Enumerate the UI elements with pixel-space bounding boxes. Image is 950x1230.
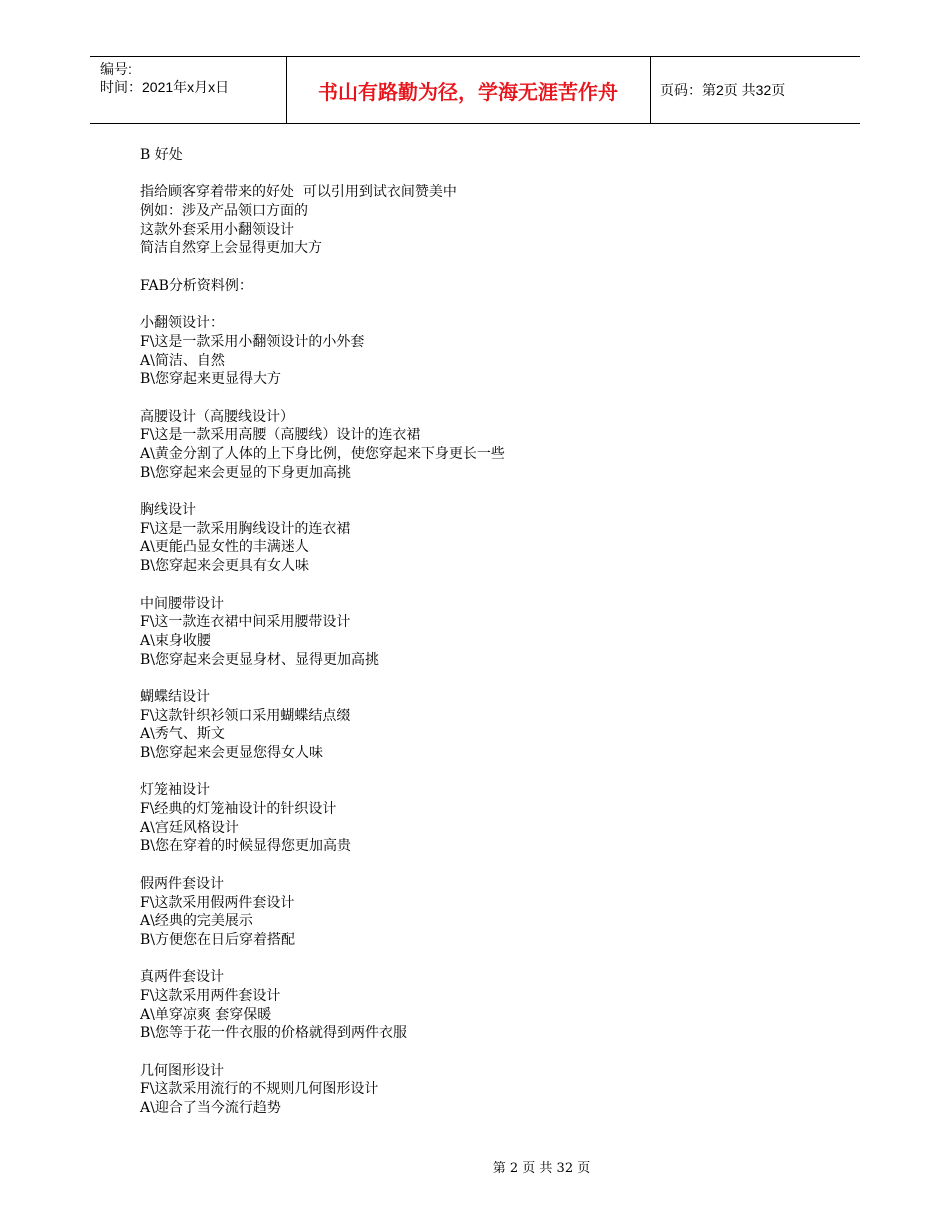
text-line: F\这款采用流行的不规则几何图形设计 [140, 1081, 379, 1098]
text-line: A\更能凸显女性的丰满迷人 [140, 539, 309, 556]
paragraph [140, 781, 840, 856]
paragraph [140, 408, 840, 483]
paragraph-gap [140, 165, 840, 184]
text-line: A\单穿凉爽 套穿保暖 [140, 1006, 272, 1023]
paragraph [140, 1062, 840, 1118]
text-line: F\这是一款采用小翻领设计的小外套 [140, 333, 365, 350]
text-line: A\秀气、斯文 [140, 726, 225, 743]
text-line: F\这款采用两件套设计 [140, 987, 281, 1004]
text-line: A\经典的完美展示 [140, 913, 253, 930]
header-page-number: 页码：第2页 共32页 [660, 82, 786, 98]
text-line: B\您穿起来更显得大方 [140, 371, 282, 388]
text-line: 胸线设计 [140, 502, 196, 519]
paragraph-gap [140, 763, 840, 782]
text-line: B\您等于花一件衣服的价格就得到两件衣服 [140, 1025, 408, 1042]
page-header [90, 56, 860, 124]
text-line: F\这款采用假两件套设计 [140, 894, 295, 911]
text-line: F\这一款连衣裙中间采用腰带设计 [140, 614, 351, 631]
paragraph [140, 968, 840, 1043]
paragraph [140, 277, 840, 296]
paragraph-gap [140, 856, 840, 875]
text-line: F\经典的灯笼袖设计的针织设计 [140, 801, 337, 818]
text-line: 灯笼袖设计 [140, 782, 210, 799]
paragraph [140, 314, 840, 389]
text-line: 小翻领设计： [140, 315, 224, 332]
text-line: A\迎合了当今流行趋势 [140, 1100, 281, 1117]
text-line: 真两件套设计 [140, 969, 224, 986]
text-line: 这款外套采用小翻领设计 [140, 221, 294, 238]
paragraph [140, 875, 840, 950]
paragraph [140, 183, 840, 258]
paragraph-gap [140, 258, 840, 277]
text-line: 例如：涉及产品领口方面的 [140, 203, 308, 220]
time-label: 时间：2021年x月x日 [100, 79, 230, 95]
text-line: A\束身收腰 [140, 632, 211, 649]
text-line: B\您在穿着的时候显得您更加高贵 [140, 838, 352, 855]
page-footer [0, 1157, 950, 1176]
header-divider [650, 57, 651, 123]
paragraph [140, 501, 840, 576]
text-line: B 好处 [140, 147, 183, 163]
text-line: 简洁自然穿上会显得更加大方 [140, 240, 322, 257]
text-line: F\这款针织衫领口采用蝴蝶结点缀 [140, 707, 351, 724]
text-line: 指给顾客穿着带来的好处 可以引用到试衣间赞美中 [140, 184, 457, 201]
paragraph [140, 688, 840, 763]
document-body [140, 146, 840, 1118]
paragraph-gap [140, 1043, 840, 1062]
text-line: F\这是一款采用高腰（高腰线）设计的连衣裙 [140, 427, 421, 444]
text-line: 几何图形设计 [140, 1062, 224, 1079]
text-line: 假两件套设计 [140, 875, 224, 892]
footer-page-number: 第 2 页 共 32 页 [492, 1161, 591, 1176]
paragraph-gap [140, 669, 840, 688]
paragraph-gap [140, 950, 840, 969]
text-line: A\简洁、自然 [140, 352, 225, 369]
text-line: 高腰设计（高腰线设计） [140, 408, 294, 425]
text-line: 中间腰带设计 [140, 595, 224, 612]
text-line: FAB分析资料例： [140, 277, 253, 294]
text-line: A\宫廷风格设计 [140, 819, 239, 836]
number-label: 编号: [100, 61, 132, 77]
text-line: F\这是一款采用胸线设计的连衣裙 [140, 520, 351, 537]
paragraph [140, 146, 840, 165]
text-line: B\您穿起来会更具有女人味 [140, 558, 310, 575]
paragraph-gap [140, 482, 840, 501]
text-line: B\方便您在日后穿着搭配 [140, 931, 296, 948]
text-line: B\您穿起来会更显的下身更加高挑 [140, 464, 352, 481]
paragraph-gap [140, 576, 840, 595]
text-line: B\您穿起来会更显身材、显得更加高挑 [140, 651, 380, 668]
header-meta [100, 60, 229, 96]
paragraph [140, 595, 840, 670]
paragraph-gap [140, 296, 840, 315]
text-line: A\黄金分割了人体的上下身比例，使您穿起来下身更长一些 [140, 446, 505, 462]
text-line: 蝴蝶结设计 [140, 688, 210, 705]
paragraph-gap [140, 389, 840, 408]
text-line: B\您穿起来会更显您得女人味 [140, 745, 324, 761]
header-slogan: 书山有路勤为径，学海无涯苦作舟 [318, 79, 618, 104]
